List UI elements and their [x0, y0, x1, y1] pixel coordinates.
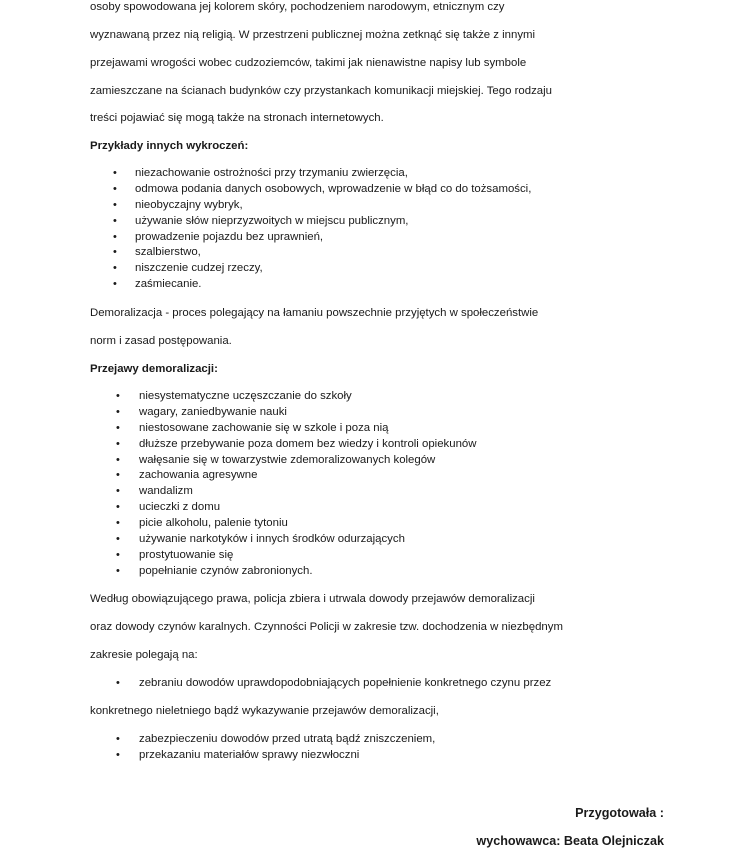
section-heading-other-offences: Przykłady innych wykroczeń: [90, 140, 249, 152]
bullet-icon: • [116, 405, 120, 418]
bullet-icon: • [116, 453, 120, 466]
bullet-icon: • [113, 198, 117, 211]
definition-line: Demoralizacja - proces polegający na łamaniu powszechnie przyjętych w społeczeństwie [90, 307, 539, 319]
bullet-icon: • [116, 469, 120, 482]
paragraph-line: osoby spowodowana jej kolorem skóry, pochodzeniem narodowym, etnicznym czy [90, 1, 505, 13]
paragraph-line: przejawami wrogości wobec cudzoziemców, takimi jak nienawistne napisy lub symbole [90, 57, 527, 69]
section-heading-symptoms: Przejawy demoralizacji: [90, 363, 218, 375]
paragraph-line: wyznawaną przez nią religią. W przestrzeni publicznej można zetknąć się także z innymi [90, 29, 536, 41]
bullet-icon: • [113, 167, 117, 179]
paragraph-line: treści pojawiać się mogą także na stronach internetowych. [90, 112, 384, 124]
document-page: osoby spowodowana jej kolorem skóry, pochodzeniem narodowym, etnicznym czy wyznawaną przez nią religią. W przestrzeni publicznej można zetknąć się także z innymi przejawami wrogości wobec cudzoziemców, takimi jak nienawistne napisy lub symbole zamieszczane na ścianach budynków czy przystankach komunikacji miejskiej. Tego rodzaju treści pojawiać się mogą także na stronach internetowych. Przykłady innych wykroczeń: • niezachowanie ostrożności przy trzymaniu zwierzęcia, • odmowa podania danych osobowych, wprowadzenie w błąd co do tożsamości, • nieobyczajny wybryk, • używanie słów nieprzyzwoitych w miejscu publicznym, • prowadzenie pojazdu bez uprawnień, • szalbierstwo, • niszczenie cudzej rzeczy, • zaśmiecanie. Demoralizacja - proces polegający na łamaniu powszechnie przyjętych w społeczeństwie norm i zasad postępowania. Przejawy demoralizacji: • niesystematyczne uczęszczanie do szkoły • wagary, zaniedbywanie nauki • niestosowane zachowanie się w szkole i poza nią • dłuższe przebywanie poza domem bez wiedzy i kontroli opiekunów • wałęsanie się w towarzystwie zdemoralizowanych kolegów • zachowania agresywne • wandalizm • ucieczki z domu • picie alkoholu, palenie tytoniu • używanie narkotyków i innych środków odurzających • prostytuowanie się • popełnianie czynów zabronionych. Według obowiązującego prawa, policja zbiera i utrwala dowody przejawów demoralizacji oraz dowody czynów karalnych. Czynności Policji w zakresie tzw. dochodzenia w niezbędnym zakresie polegają na: • zebraniu dowodów uprawdopodobniających popełnienie konkretnego czynu przez konkretnego nieletniego bądź wykazywanie przejawów demoralizacji, • zabezpieczeniu dowodów przed utratą bądź zniszczeniem, • przekazaniu materiałów sprawy niezwłoczni Przygotowała : wychowawca: Beata Olejniczak [90, 1, 664, 848]
bullet-icon: • [116, 501, 120, 514]
bullet-icon: • [116, 564, 120, 577]
bullet-icon: • [116, 748, 120, 761]
bullet-icon: • [113, 262, 117, 275]
bullet-icon: • [116, 533, 120, 546]
bullet-icon: • [116, 677, 120, 689]
bullet-icon: • [116, 390, 120, 402]
bullet-icon: • [113, 230, 117, 243]
bullet-icon: • [113, 182, 117, 195]
bullet-icon: • [116, 548, 120, 561]
police-list-item-continuation: konkretnego nieletniego bądź wykazywanie przejawów demoralizacji, [90, 705, 439, 717]
bullet-icon: • [113, 278, 117, 291]
bullet-icon: • [116, 485, 120, 498]
police-paragraph-line: Według obowiązującego prawa, policja zbiera i utrwala dowody przejawów demoralizacji [90, 593, 535, 605]
bullet-icon: • [116, 421, 120, 434]
prepared-by-label: Przygotowała : [575, 806, 664, 820]
police-paragraph-line: zakresie polegają na: [90, 649, 198, 661]
bullet-icon: • [116, 733, 120, 745]
bullet-icon: • [113, 246, 117, 259]
bullet-icon: • [116, 437, 120, 450]
bullet-icon: • [113, 214, 117, 227]
police-paragraph-line: oraz dowody czynów karalnych. Czynności Policji w zakresie tzw. dochodzenia w niezbędnym [90, 621, 563, 633]
author-signature: wychowawca: Beata Olejniczak [476, 834, 664, 848]
definition-line: norm i zasad postępowania. [90, 335, 232, 347]
paragraph-line: zamieszczane na ścianach budynków czy przystankach komunikacji miejskiej. Tego rodzaju [90, 85, 552, 97]
bullet-icon: • [116, 517, 120, 530]
